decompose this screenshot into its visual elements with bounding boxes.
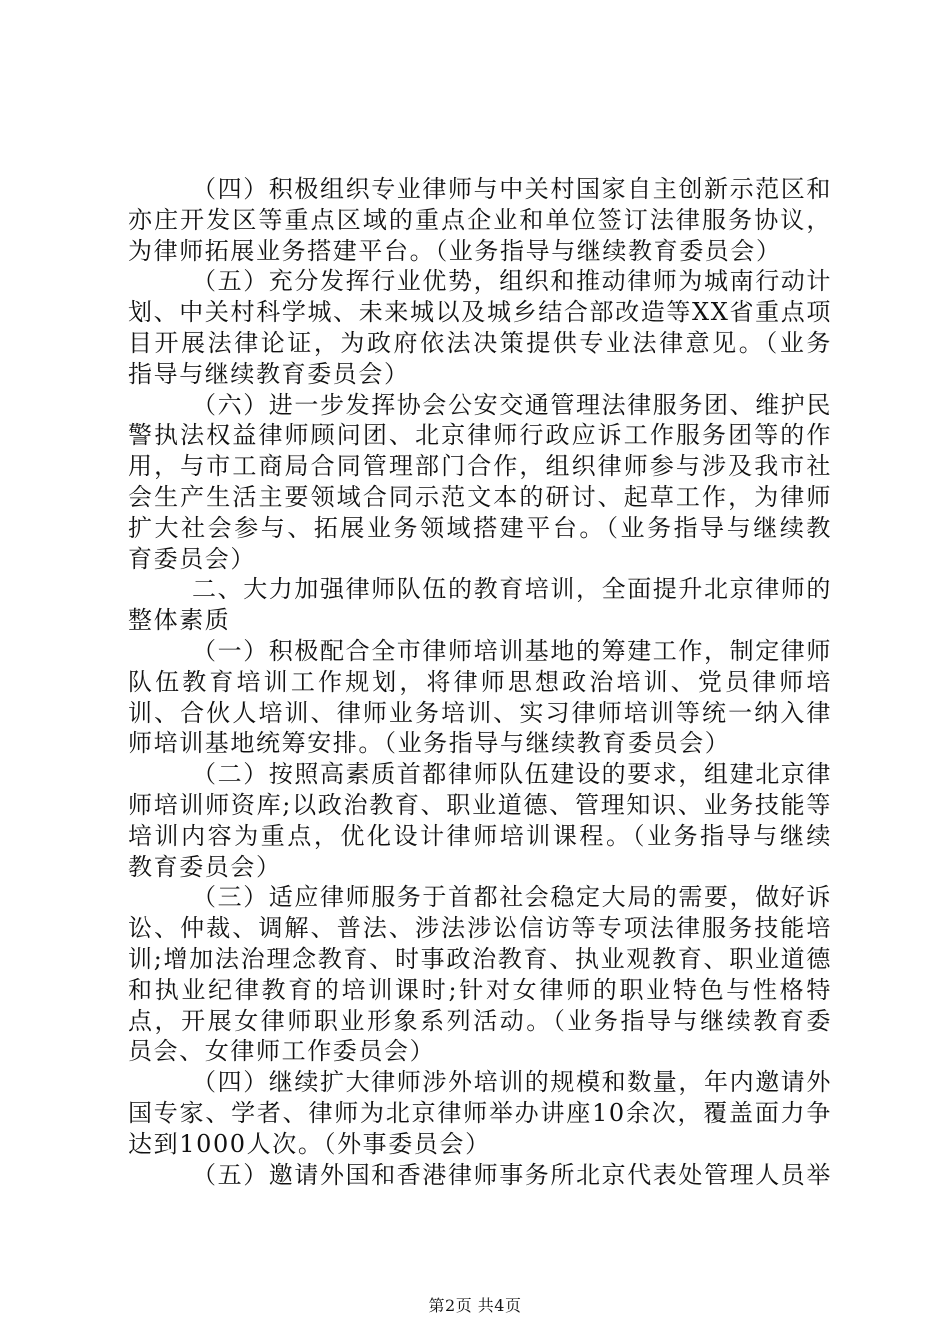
paragraph-item-3-skills-training: （三）适应律师服务于首都社会稳定大局的需要，做好诉讼、仲裁、调解、普法、涉法涉讼信访等专项法律服务技能培训;增加法治理念教育、时事政治教育、执业观教育、职业道德和执业纪律教育的培训课时;针对女律师的职业特色与性格特点，开展女律师职业形象系列活动。（业务指导与继续教育委员会、女律师工作委员会）	[128, 883, 832, 1066]
paragraph-item-6-service-teams: （六）进一步发挥协会公安交通管理法律服务团、维护民警执法权益律师顾问团、北京律师行政应诉工作服务团等的作用，与市工商局合同管理部门合作，组织律师参与涉及我市社会生产生活主要领域合同示范文本的研讨、起草工作，为律师扩大社会参与、拓展业务领域搭建平台。（业务指导与继续教育委员会）	[128, 390, 832, 573]
paragraph-item-1-training-base: （一）积极配合全市律师培训基地的筹建工作，制定律师队伍教育培训工作规划，将律师思想政治培训、党员律师培训、合伙人培训、律师业务培训、实习律师培训等统一纳入律师培训基地统筹安排。（业务指导与继续教育委员会）	[128, 636, 832, 758]
page-number-footer: 第2页 共4页	[428, 1296, 522, 1315]
paragraph-item-5-legal-argument: （五）充分发挥行业优势，组织和推动律师为城南行动计划、中关村科学城、未来城以及城乡结合部改造等XX省重点项目开展法律论证，为政府依法决策提供专业法律意见。（业务指导与继续教育委员会）	[128, 267, 832, 388]
section-heading-training: 二、大力加强律师队伍的教育培训，全面提升北京律师的整体素质	[128, 575, 832, 635]
paragraph-item-5-invitation: （五）邀请外国和香港律师事务所北京代表处管理人员举	[192, 1160, 832, 1189]
paragraph-item-4-partnership: （四）积极组织专业律师与中关村国家自主创新示范区和亦庄开发区等重点区域的重点企业和单位签订法律服务协议，为律师拓展业务搭建平台。（业务指导与继续教育委员会）	[128, 175, 832, 265]
document-body	[128, 174, 832, 1190]
paragraph-item-4-foreign-training: （四）继续扩大律师涉外培训的规模和数量，年内邀请外国专家、学者、律师为北京律师举办讲座10余次，覆盖面力争达到1000人次。（外事委员会）	[128, 1068, 832, 1158]
paragraph-item-2-teacher-pool: （二）按照高素质首都律师队伍建设的要求，组建北京律师培训师资库;以政治教育、职业道德、管理知识、业务技能等培训内容为重点，优化设计律师培训课程。（业务指导与继续教育委员会）	[128, 760, 832, 881]
